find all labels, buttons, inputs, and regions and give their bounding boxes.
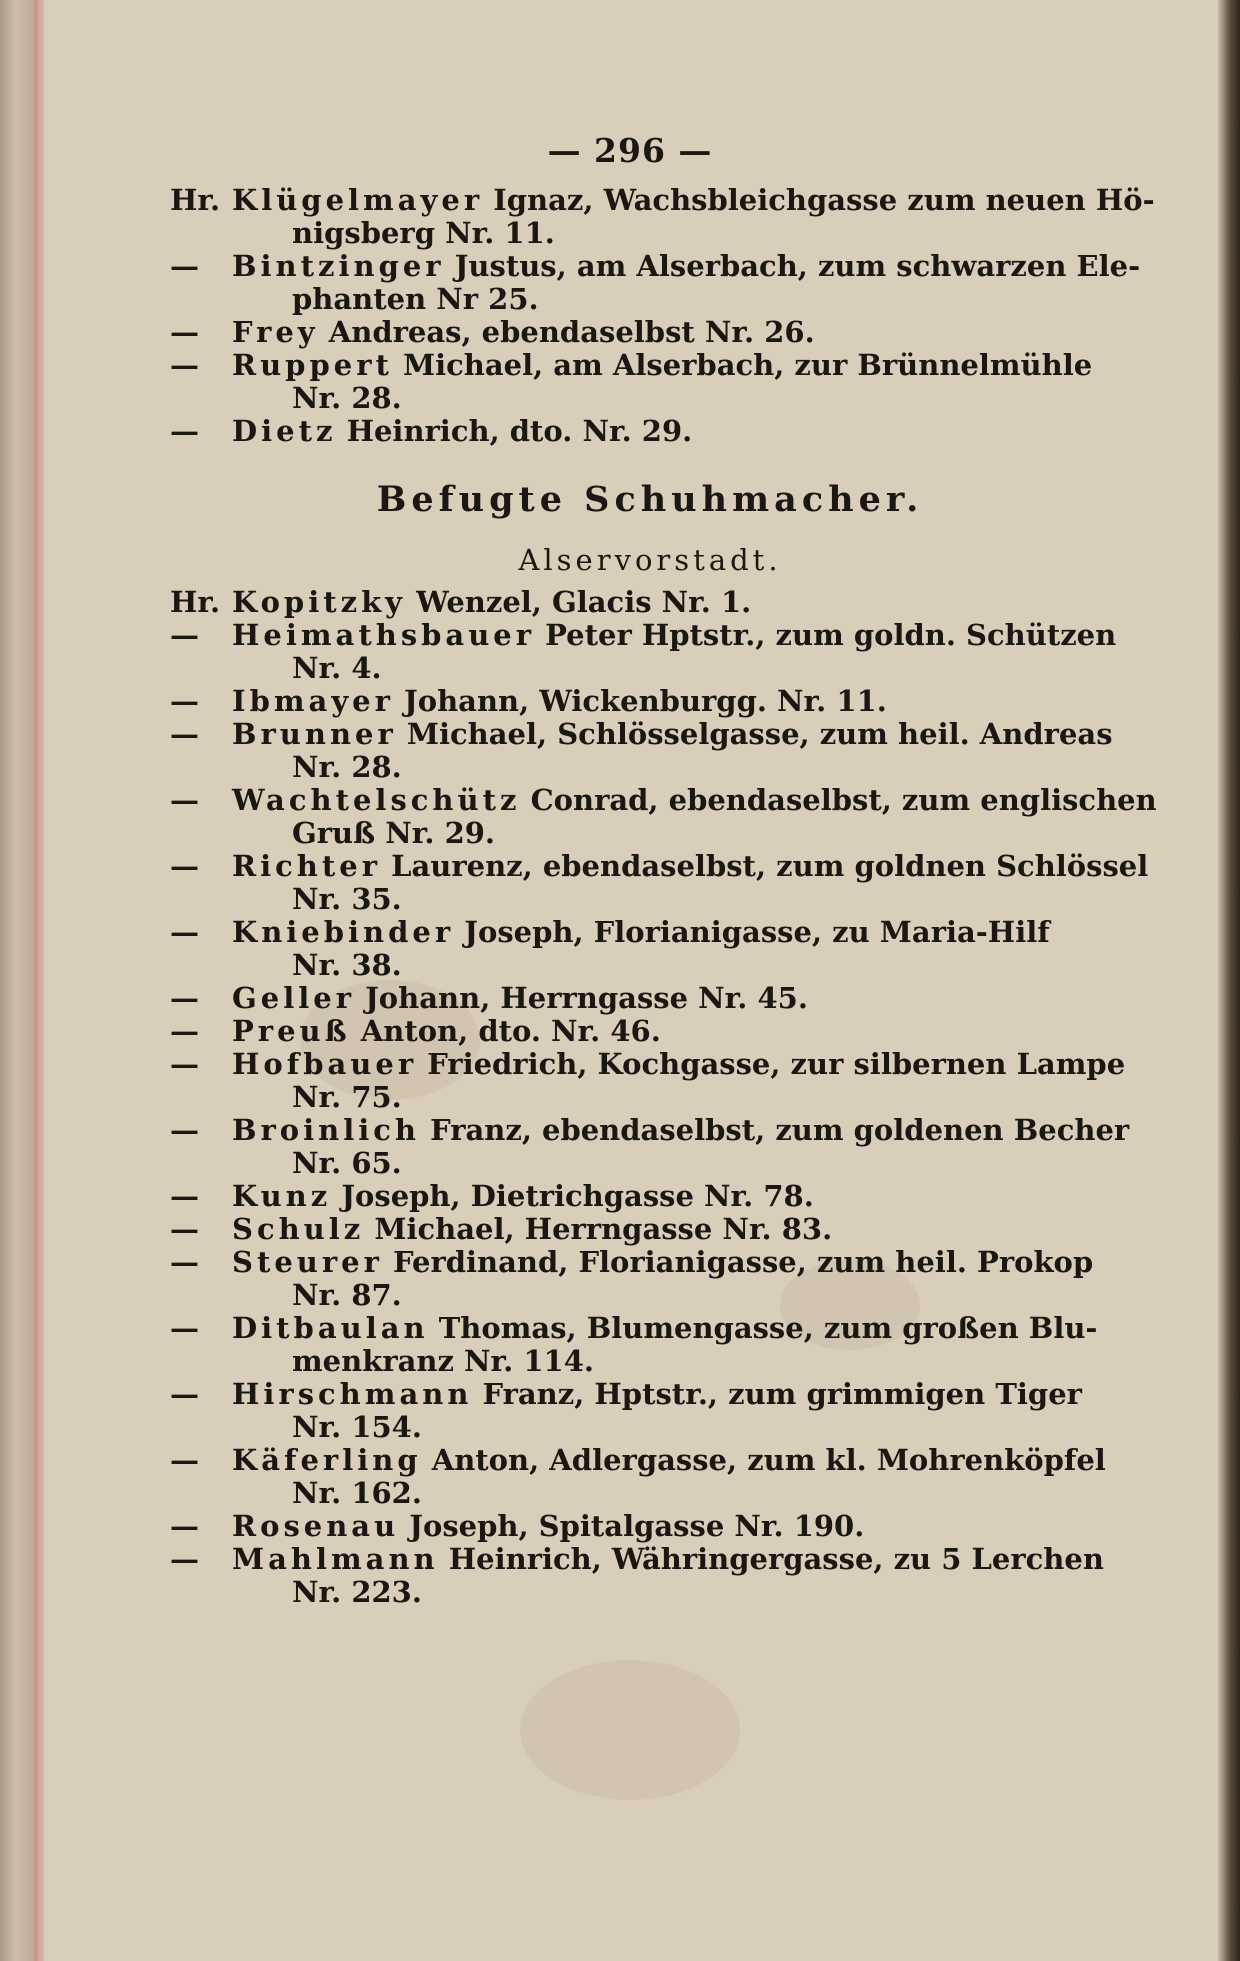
entry-surname: Richter: [232, 849, 381, 883]
entry-first-line: [232, 850, 1148, 883]
directory-entry: [170, 1213, 1130, 1246]
entry-first-line: [232, 982, 1130, 1015]
entry-surname: Steurer: [232, 1245, 383, 1279]
entry-surname: Ruppert: [232, 348, 393, 382]
entry-first-line: [232, 415, 1130, 448]
entry-surname: Kniebinder: [232, 915, 455, 949]
entry-mark: Hr.: [170, 183, 221, 217]
directory-entry: [170, 1543, 1130, 1609]
entry-details: Johann, Wickenburgg. Nr. 11.: [393, 684, 887, 718]
entry-surname: Rosenau: [232, 1509, 400, 1543]
entry-surname: Mahlmann: [232, 1542, 439, 1576]
entry-continuation-line: Nr. 87.: [292, 1278, 402, 1312]
entry-body: [232, 1543, 1130, 1609]
entry-mark: —: [170, 348, 199, 382]
entry-body: [232, 1312, 1130, 1378]
page-number: — 296 —: [547, 131, 713, 170]
entry-details: Johann, Herrngasse Nr. 45.: [354, 981, 808, 1015]
entry-body: [232, 349, 1130, 415]
entry-details: Franz, ebendaselbst, zum goldenen Becher: [420, 1113, 1130, 1147]
entry-first-line: [232, 1378, 1130, 1411]
entry-mark: —: [170, 915, 199, 949]
entry-surname: Heimathsbauer: [232, 618, 536, 652]
entry-body: [232, 415, 1130, 448]
entry-mark: —: [170, 1113, 199, 1147]
entry-continuation-line: Nr. 4.: [292, 651, 382, 685]
entry-surname: Kunz: [232, 1179, 332, 1213]
entry-body: [232, 1114, 1130, 1180]
entry-surname: Kopitzky: [232, 585, 407, 619]
directory-entry: [170, 982, 1130, 1015]
entry-details: Michael, Schlösselgasse, zum heil. Andreas: [396, 717, 1113, 751]
entry-first-line: [232, 250, 1140, 283]
entry-details: Joseph, Dietrichgasse Nr. 78.: [331, 1179, 814, 1213]
entry-details: Heinrich, Währingergasse, zu 5 Lerchen: [438, 1542, 1104, 1576]
directory-entry: [170, 916, 1130, 982]
entry-first-line: [232, 916, 1130, 949]
entry-mark: —: [170, 1542, 199, 1576]
directory-entry: [170, 849, 1149, 916]
entry-body: [232, 1180, 1130, 1213]
entry-surname: Dietz: [232, 414, 337, 448]
entry-details: Thomas, Blumengasse, zum großen Blu-: [428, 1311, 1098, 1345]
entry-surname: Klügelmayer: [232, 183, 484, 217]
entry-mark: —: [170, 1047, 199, 1081]
entry-first-line: [232, 349, 1130, 382]
entries-list-top: [170, 183, 1155, 448]
entry-continuation-line: Nr. 154.: [292, 1410, 422, 1444]
entry-body: [232, 1510, 1130, 1543]
entry-details: Ferdinand, Florianigasse, zum heil. Prokop: [382, 1245, 1094, 1279]
entry-first-line: [232, 1114, 1130, 1147]
entry-body: [232, 1378, 1130, 1444]
entry-body: [232, 850, 1148, 916]
entry-first-line: [232, 184, 1155, 217]
entry-continuation-line: Nr. 35.: [292, 882, 402, 916]
entry-body: [232, 1246, 1130, 1312]
directory-entry: [170, 685, 1130, 718]
entry-body: [232, 718, 1130, 784]
entry-mark: —: [170, 684, 199, 718]
entry-first-line: [232, 1015, 1130, 1048]
entry-body: [232, 619, 1130, 685]
directory-entry: [170, 415, 1130, 448]
directory-entry: [170, 1015, 1130, 1048]
entry-mark: —: [170, 414, 199, 448]
entry-first-line: [232, 1048, 1130, 1081]
entry-mark: Hr.: [170, 585, 221, 619]
entry-details: Anton, Adlergasse, zum kl. Mohrenköpfel: [421, 1443, 1106, 1477]
entry-first-line: [232, 316, 1130, 349]
entry-continuation-line: Nr. 38.: [292, 948, 402, 982]
entry-first-line: [232, 1312, 1130, 1345]
entry-surname: Käferling: [232, 1443, 422, 1477]
entry-body: [232, 184, 1155, 250]
entry-continuation-line: Gruß Nr. 29.: [292, 816, 496, 850]
entry-mark: —: [170, 981, 199, 1015]
entry-mark: —: [170, 1245, 199, 1279]
entry-surname: Frey: [232, 315, 319, 349]
entry-details: Michael, am Alserbach, zur Brünnelmühle: [392, 348, 1093, 382]
section-title: Befugte Schuhmacher.: [376, 479, 924, 520]
entry-continuation-line: Nr. 28.: [292, 381, 402, 415]
directory-entry: [170, 1444, 1130, 1510]
entry-surname: Hirschmann: [232, 1377, 473, 1411]
directory-entry: [170, 1510, 1130, 1543]
entry-mark: —: [170, 717, 199, 751]
entry-first-line: [232, 685, 1130, 718]
directory-entry: [170, 1180, 1130, 1213]
entry-first-line: [232, 1510, 1130, 1543]
directory-entry: [170, 349, 1130, 415]
entry-surname: Bintzinger: [232, 249, 445, 283]
directory-entry: [170, 1312, 1130, 1378]
entry-body: [232, 685, 1130, 718]
entry-details: Peter Hptstr., zum goldn. Schützen: [535, 618, 1117, 652]
entry-details: Joseph, Spitalgasse Nr. 190.: [399, 1509, 865, 1543]
entry-body: [232, 916, 1130, 982]
page-gutter: [0, 0, 38, 1961]
entry-surname: Broinlich: [232, 1113, 421, 1147]
entry-mark: —: [170, 1311, 199, 1345]
entry-body: [232, 1015, 1130, 1048]
entry-body: [232, 1048, 1130, 1114]
entry-continuation-line: Nr. 28.: [292, 750, 402, 784]
directory-entry: [170, 1378, 1130, 1444]
entry-mark: —: [170, 849, 199, 883]
entry-continuation-line: Nr. 162.: [292, 1476, 422, 1510]
page-content: [170, 118, 1157, 1609]
subsection-title: Alservorstadt.: [518, 543, 782, 577]
entry-mark: —: [170, 249, 199, 283]
entry-body: [232, 784, 1157, 850]
entry-surname: Brunner: [232, 717, 397, 751]
directory-entry: [170, 586, 1130, 619]
entry-surname: Geller: [232, 981, 355, 1015]
entry-first-line: [232, 1246, 1130, 1279]
directory-entry: [170, 1246, 1130, 1312]
entry-first-line: [232, 1444, 1130, 1477]
entry-first-line: [232, 619, 1130, 652]
entry-body: [232, 250, 1140, 316]
entry-mark: —: [170, 783, 199, 817]
entry-details: Andreas, ebendaselbst Nr. 26.: [318, 315, 815, 349]
entry-continuation-line: Nr. 223.: [292, 1575, 422, 1609]
entry-first-line: [232, 1213, 1130, 1246]
directory-entry: [170, 718, 1130, 784]
entry-surname: Ditbaulan: [232, 1311, 429, 1345]
directory-entry: [170, 1048, 1130, 1114]
entry-details: Franz, Hptstr., zum grimmigen Tiger: [472, 1377, 1082, 1411]
entry-continuation-line: menkranz Nr. 114.: [292, 1344, 594, 1378]
entry-surname: Schulz: [232, 1212, 365, 1246]
entry-mark: —: [170, 1212, 199, 1246]
entry-body: [232, 1444, 1130, 1510]
entry-continuation-line: Nr. 65.: [292, 1146, 402, 1180]
entry-body: [232, 1213, 1130, 1246]
entry-details: Joseph, Florianigasse, zu Maria-Hilf: [454, 915, 1050, 949]
entry-details: Michael, Herrngasse Nr. 83.: [364, 1212, 833, 1246]
paper-stain: [520, 1660, 740, 1800]
entry-details: Friedrich, Kochgasse, zur silbernen Lampe: [417, 1047, 1126, 1081]
entry-first-line: [232, 1543, 1130, 1576]
directory-entry: [170, 1114, 1130, 1180]
entry-mark: —: [170, 1377, 199, 1411]
entry-surname: Wachtelschütz: [232, 783, 521, 817]
entry-mark: —: [170, 1179, 199, 1213]
entry-details: Ignaz, Wachsbleichgasse zum neuen Hö-: [483, 183, 1155, 217]
book-edge-shadow: [1218, 0, 1240, 1961]
directory-entry: [170, 249, 1141, 316]
directory-entry: [170, 619, 1130, 685]
entry-details: Laurenz, ebendaselbst, zum goldnen Schlössel: [380, 849, 1149, 883]
entry-first-line: [232, 718, 1130, 751]
entry-first-line: [232, 586, 1130, 619]
red-page-edge: [34, 0, 44, 1961]
entry-mark: —: [170, 618, 199, 652]
entries-list-shoemakers: [170, 585, 1157, 1609]
entry-details: Wenzel, Glacis Nr. 1.: [406, 585, 752, 619]
entry-details: Anton, dto. Nr. 46.: [350, 1014, 661, 1048]
entry-body: [232, 982, 1130, 1015]
entry-continuation-line: phanten Nr 25.: [292, 282, 539, 316]
entry-body: [232, 586, 1130, 619]
directory-entry: [170, 316, 1130, 349]
entry-mark: —: [170, 1443, 199, 1477]
entry-details: Conrad, ebendaselbst, zum englischen: [520, 783, 1157, 817]
directory-entry: [170, 783, 1157, 850]
entry-details: Heinrich, dto. Nr. 29.: [336, 414, 693, 448]
entry-mark: —: [170, 1014, 199, 1048]
entry-mark: —: [170, 1509, 199, 1543]
entry-details: Justus, am Alserbach, zum schwarzen Ele-: [444, 249, 1141, 283]
entry-surname: Hofbauer: [232, 1047, 418, 1081]
entry-body: [232, 316, 1130, 349]
entry-surname: Preuß: [232, 1014, 351, 1048]
entry-continuation-line: nigsberg Nr. 11.: [292, 216, 555, 250]
entry-mark: —: [170, 315, 199, 349]
entry-first-line: [232, 1180, 1130, 1213]
entry-surname: Ibmayer: [232, 684, 394, 718]
entry-continuation-line: Nr. 75.: [292, 1080, 402, 1114]
directory-entry: [170, 183, 1155, 250]
entry-first-line: [232, 784, 1157, 817]
